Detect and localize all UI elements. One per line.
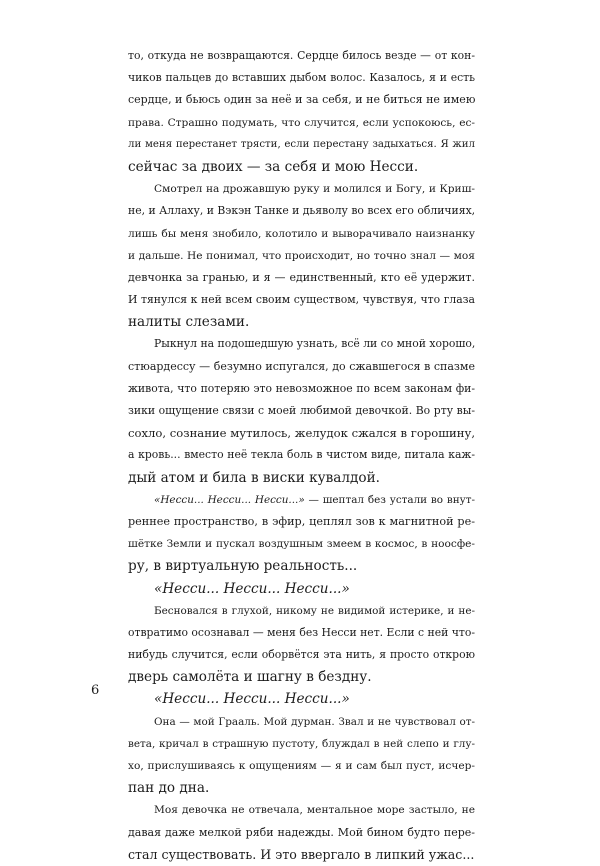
text-line <box>128 688 475 710</box>
text-line: стал существовать. И это ввергало в липкий ужас... <box>128 846 475 862</box>
text-line: Она — мой Грааль. Мой дурман. Звал и не чувствовал от- <box>154 715 475 728</box>
text-line: давая даже мелкой ряби надежды. Мой бином будто пере- <box>128 825 475 839</box>
text-line: Моя девочка не отвечала, ментальное море застыло, не <box>154 804 475 817</box>
text-line: хо, прислушиваясь к ощущениям — я и сам был пуст, исчер- <box>128 760 475 772</box>
text-line: Бесновался в глухой, никому не видимой истерике, и не- <box>154 604 475 617</box>
text-line: ли меня перестанет трясти, если перестану задыхаться. Я жил <box>128 138 475 150</box>
italic-quote: «Несси... Несси... Несси...» <box>154 493 305 506</box>
text-line: пан до дна. <box>128 780 210 797</box>
text-line: то, откуда не возвращаются. Сердце билось везде — от кон- <box>128 49 475 62</box>
text-line: чиков пальцев до вставших дыбом волос. Казалось, я и есть <box>128 71 475 85</box>
text-line: сердце, и бьюсь один за неё и за себя, и не биться не имею <box>128 93 476 107</box>
text-line <box>128 578 475 600</box>
text-line: а кровь... вместо неё текла боль в чистом виде, питала каж- <box>128 448 475 462</box>
text-line: и дальше. Не понимал, что происходит, но точно знал — моя <box>128 249 475 262</box>
italic-quote: «Несси... Несси... Несси...» <box>154 580 350 597</box>
text-line: Смотрел на дрожавшую руку и молился и Богу, и Криш- <box>154 183 475 196</box>
text-line: дый атом и била в виски кувалдой. <box>128 469 380 486</box>
text-line: лишь бы меня знобило, колотило и выворачивало наизнанку <box>128 227 475 240</box>
text-line: шётке Земли и пускал воздушным змеем в космос, в ноосфе- <box>128 538 475 551</box>
text-line: живота, что потеряю это невозможное по всем законам фи- <box>128 381 475 395</box>
text-line: вета, кричал в страшную пустоту, блуждал в ней слепо и глу- <box>128 737 475 750</box>
book-page-text <box>128 45 475 866</box>
text-line: И тянулся к ней всем своим существом, чувствуя, что глаза <box>128 293 475 307</box>
text-line: сейчас за двоих — за себя и мою Несси. <box>128 158 419 175</box>
page-number: 6 <box>91 683 100 698</box>
text-line: не, и Аллаху, и Вэкэн Танке и дьяволу во всех его обличиях, <box>128 204 476 218</box>
text-line: девчонка за гранью, и я — единственный, кто её удержит. <box>128 270 475 284</box>
text-line: «Несси... Несси... Несси...» — шептал без устали во внут- <box>154 493 475 506</box>
text-line: сохло, сознание мутилось, желудок сжался в горошину, <box>128 426 475 441</box>
text-line: отвратимо осознавал — меня без Несси нет. Если с ней что- <box>128 625 475 639</box>
text-line: зики ощущение связи с моей любимой девочкой. Во рту вы- <box>128 404 475 417</box>
text-line: права. Страшно подумать, что случится, если успокоюсь, ес- <box>128 116 475 129</box>
text-line: нибудь случится, если оборвётся эта нить, я просто открою <box>128 648 475 662</box>
text-line: налиты слезами. <box>128 314 250 331</box>
italic-quote: «Несси... Несси... Несси...» <box>154 691 350 708</box>
text-line: стюардессу — безумно испугался, до сжавшегося в спазме <box>128 359 475 373</box>
text-line: ру, в виртуальную реальность... <box>128 558 358 575</box>
text-line: дверь самолёта и шагну в бездну. <box>128 669 372 686</box>
text-line: Рыкнул на подошедшую узнать, всё ли со мной хорошо, <box>154 337 476 351</box>
text-line: реннее пространство, в эфир, цеплял зов к магнитной ре- <box>128 514 475 528</box>
